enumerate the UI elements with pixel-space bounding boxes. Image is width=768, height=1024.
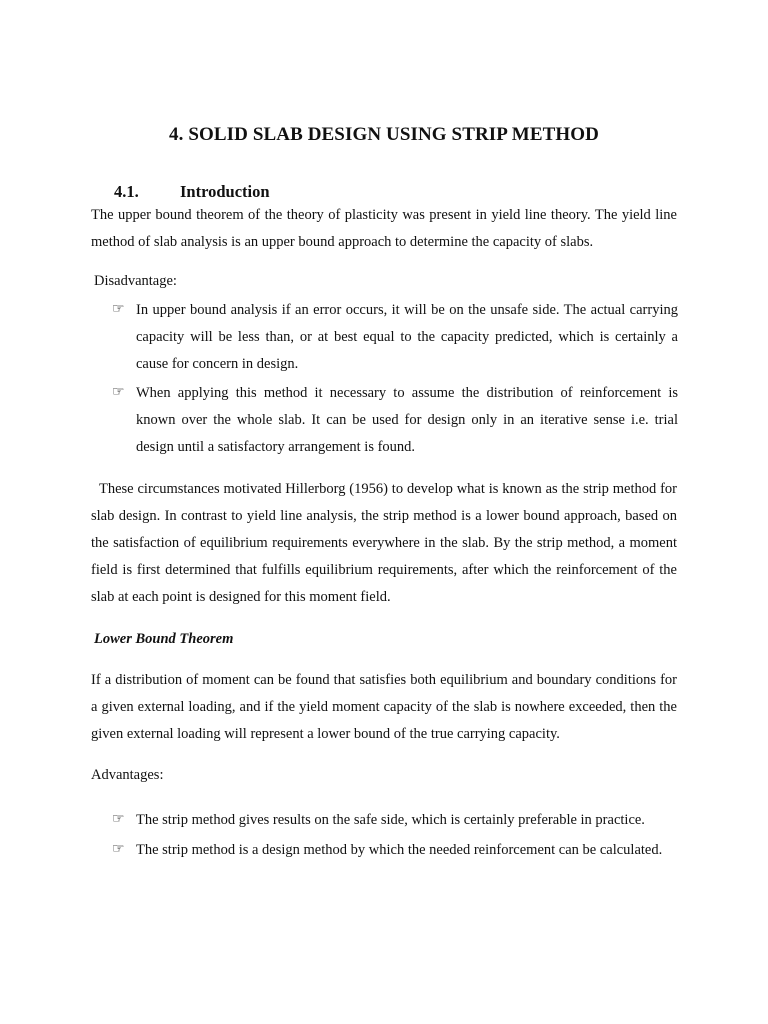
section-number: 4.1.	[114, 182, 139, 201]
advantages-list	[112, 807, 678, 864]
chapter-title: 4. SOLID SLAB DESIGN USING STRIP METHOD	[169, 124, 599, 145]
list-item	[112, 297, 678, 378]
list-item	[112, 837, 678, 864]
disadvantage-text: When applying this method it necessary to assume the distribution of reinforcement is known over the whole slab. It can be used for design only in an iterative sense i.e. trial design until a satisfactory arrangement is found.	[136, 385, 678, 455]
disadvantage-label: Disadvantage:	[94, 273, 177, 289]
pointing-hand-icon: ☞	[112, 384, 125, 400]
pointing-hand-icon: ☞	[112, 811, 125, 827]
advantage-text: The strip method is a design method by which the needed reinforcement can be calculated.	[136, 842, 663, 858]
pointing-hand-icon: ☞	[112, 301, 125, 317]
advantages-label: Advantages:	[91, 767, 164, 783]
hillerborg-paragraph: These circumstances motivated Hillerborg (1956) to develop what is known as the strip method for slab design. In contrast to yield line analysis, the strip method is a lower bound approach, based on the satisfaction of equilibrium requirements everywhere in the slab. By the strip method, a moment field is first determined that fulfills equilibrium requirements, after which the reinforcement of the slab at each point is designed for this moment field.	[91, 481, 677, 605]
section-heading	[114, 182, 270, 202]
list-item	[112, 380, 678, 461]
disadvantage-list	[112, 297, 678, 461]
pointing-hand-icon: ☞	[112, 841, 125, 857]
intro-paragraph: The upper bound theorem of the theory of plasticity was present in yield line theory. The yield line method of slab analysis is an upper bound approach to determine the capacity of slabs.	[91, 207, 677, 250]
list-item	[112, 807, 678, 834]
lower-bound-paragraph: If a distribution of moment can be found that satisfies both equilibrium and boundary conditions for a given external loading, and if the yield moment capacity of the slab is nowhere exceeded, then the given external loading will represent a lower bound of the true carrying capacity.	[91, 672, 677, 742]
advantage-text: The strip method gives results on the safe side, which is certainly preferable in practice.	[136, 812, 645, 828]
disadvantage-text: In upper bound analysis if an error occurs, it will be on the unsafe side. The actual carrying capacity will be less than, or at best equal to the capacity predicted, which is certainly a cause for concern in design.	[136, 302, 678, 372]
lower-bound-heading: Lower Bound Theorem	[94, 631, 234, 647]
section-title: Introduction	[180, 182, 270, 201]
